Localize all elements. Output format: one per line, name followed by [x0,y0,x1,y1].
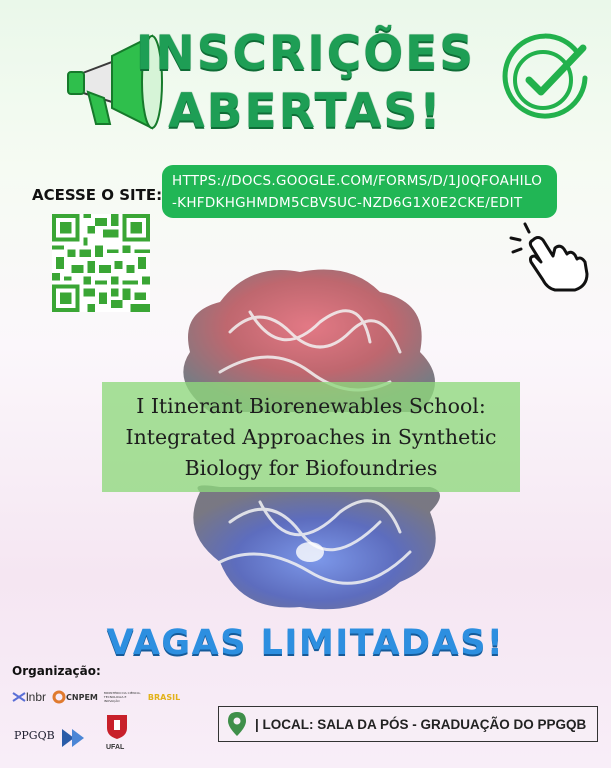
limited-spots-heading: VAGAS LIMITADAS! [106,623,505,663]
cnpem-logo: CNPEM [52,690,98,704]
ppgqb-logo: PPGQB [14,727,94,753]
pointing-hand-icon [505,218,591,292]
title-line-1: INSCRIÇÕES [135,26,476,81]
course-title-banner [102,382,520,492]
access-site-label: ACESSE O SITE: [32,186,163,204]
ufal-logo: UFAL [106,714,128,751]
location-pin-icon [227,711,247,737]
course-title-line-3: Biology for Biofoundries [184,455,438,480]
course-title-line-2: Integrated Approaches in Synthetic [125,424,497,449]
title-line-2: ABERTAS! [168,84,443,139]
location-box [218,706,598,742]
check-circle-icon [497,30,593,126]
qr-code-icon[interactable] [52,214,150,312]
form-url-link[interactable]: HTTPS://DOCS.GOOGLE.COM/FORMS/D/1J0QFOAHILO-KHFDKHGHMDM5CBVSUC-NZD6G1X0E2CKE/EDIT [162,165,557,218]
organization-label: Organização: [12,664,101,678]
ministry-logo: MINISTÉRIO DA CIÊNCIA, TECNOLOGIA E INOVAÇÃO [103,691,141,703]
location-text: | LOCAL: SALA DA PÓS - GRADUAÇÃO DO PPGQB [255,716,587,732]
course-title-line-1: I Itinerant Biorenewables School: [136,393,486,418]
brasil-logo: BRASIL [147,692,181,702]
organization-logos [12,686,180,708]
lnbr-logo: lnbr [12,690,46,704]
